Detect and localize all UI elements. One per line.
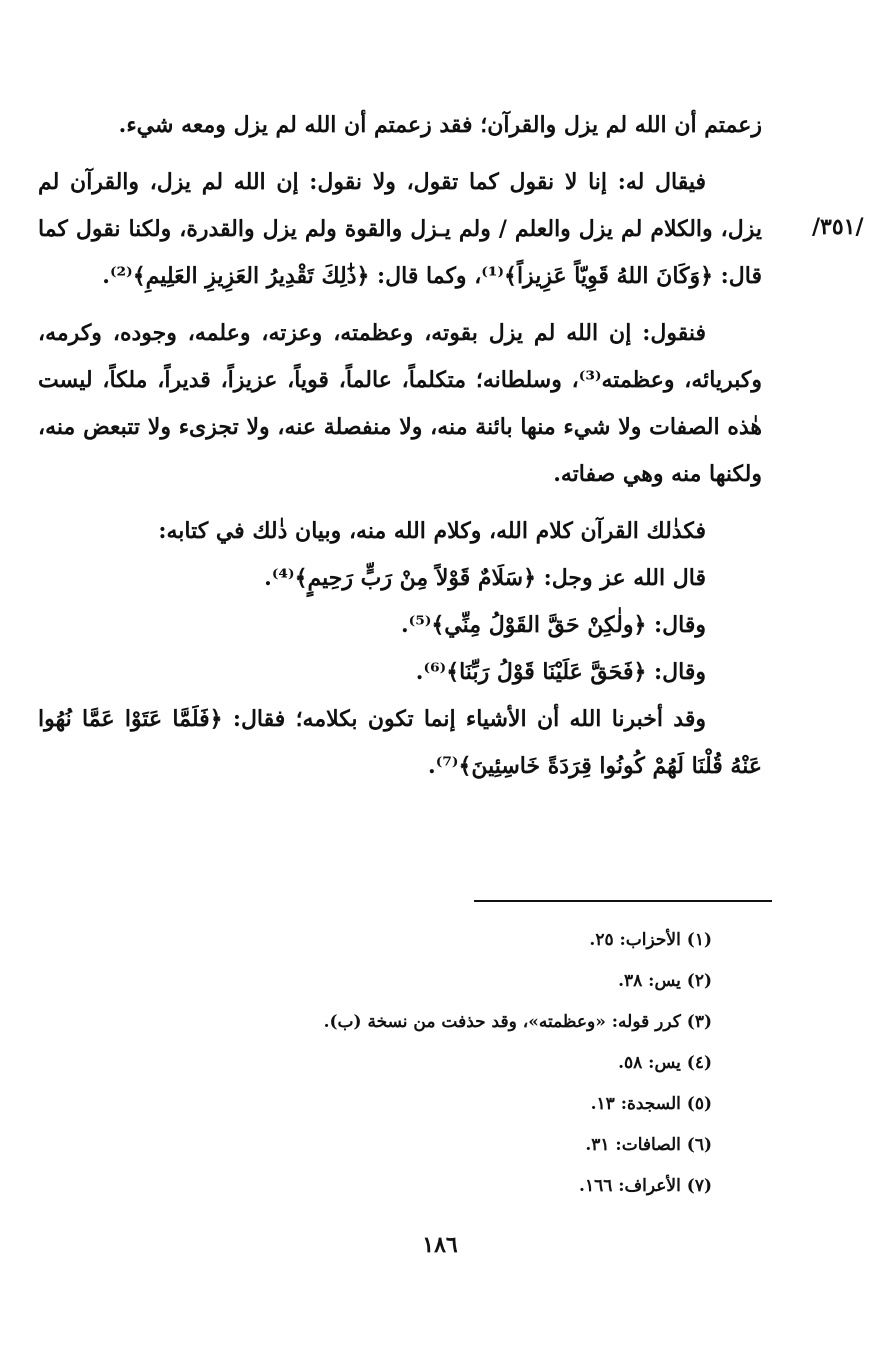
paragraph-1: زعمتم أن الله لم يزل والقرآن؛ فقد زعمتم أن الله لم يزل ومعه شيء. bbox=[118, 112, 762, 138]
quran-citation-1: قال الله عز وجل: ﴿سَلَامٌ قَوْلاً مِنْ رَبٍّ رَحِيمٍ﴾⁽⁴⁾. bbox=[264, 565, 706, 591]
quran-citation-3: وقال: ﴿فَحَقَّ عَلَيْنَا قَوْلُ رَبِّنَا﴾⁽⁶⁾. bbox=[415, 659, 706, 685]
footnotes-list bbox=[120, 920, 712, 1207]
main-text-block bbox=[38, 102, 762, 790]
paragraph-2: فيقال له: إنا لا نقول كما تقول، ولا نقول: إن الله لم يزل، والقرآن لم يزل، والكلام لم يزل والعلم / ولم يـزل والقوة ولم يزل والقدرة، ولكنا نقول كما قال: ﴿وَكَانَ اللهُ قَوِيّاً عَزِيزاً﴾⁽¹⁾، وكما قال: ﴿ذَٰلِكَ تَقْدِيرُ العَزِيزِ العَلِيمِ﴾⁽²⁾. bbox=[38, 169, 762, 289]
manuscript-folio-marker: /٣٥١/ bbox=[812, 214, 864, 240]
quran-citation-2: وقال: ﴿ولٰكِنْ حَقَّ القَوْلُ مِنِّي﴾⁽⁵⁾. bbox=[400, 612, 706, 638]
footnote-4: (٤) يس: ٥٨. bbox=[618, 1053, 712, 1073]
footnote-7: (٧) الأعراف: ١٦٦. bbox=[579, 1176, 712, 1196]
footnote-divider bbox=[474, 900, 772, 902]
page-number: ١٨٦ bbox=[422, 1232, 458, 1258]
footnote-6: (٦) الصافات: ٣١. bbox=[585, 1135, 712, 1155]
footnote-3: (٣) كرر قوله: «وعظمته»، وقد حذفت من نسخة (ب). bbox=[323, 1012, 712, 1032]
footnote-5: (٥) السجدة: ١٣. bbox=[590, 1094, 712, 1114]
paragraph-3: فنقول: إن الله لم يزل بقوته، وعظمته، وعزته، وعلمه، وجوده، وكرمه، وكبريائه، وعظمته⁽³⁾، وسلطانه؛ متكلماً، عالماً، قوياً، عزيزاً، قديراً، ملكاً، ليست هٰذه الصفات ولا شيء منها بائنة منه، ولا منفصلة عنه، ولا تجزىء ولا تتبعض منه، ولكنها منه وهي صفاته. bbox=[38, 320, 762, 487]
footnote-1: (١) الأحزاب: ٢٥. bbox=[589, 930, 712, 950]
footnote-2: (٢) يس: ٣٨. bbox=[618, 971, 712, 991]
closing-paragraph: وقد أخبرنا الله أن الأشياء إنما تكون بكلامه؛ فقال: ﴿فَلَمَّا عَتَوْا عَمَّا نُهُوا عَنْهُ قُلْنَا لَهُمْ كُونُوا قِرَدَةً خَاسِئِينَ﴾⁽⁷⁾. bbox=[38, 706, 762, 779]
paragraph-4: فكذٰلك القرآن كلام الله، وكلام الله منه، وبيان ذٰلك في كتابه: bbox=[158, 518, 706, 544]
